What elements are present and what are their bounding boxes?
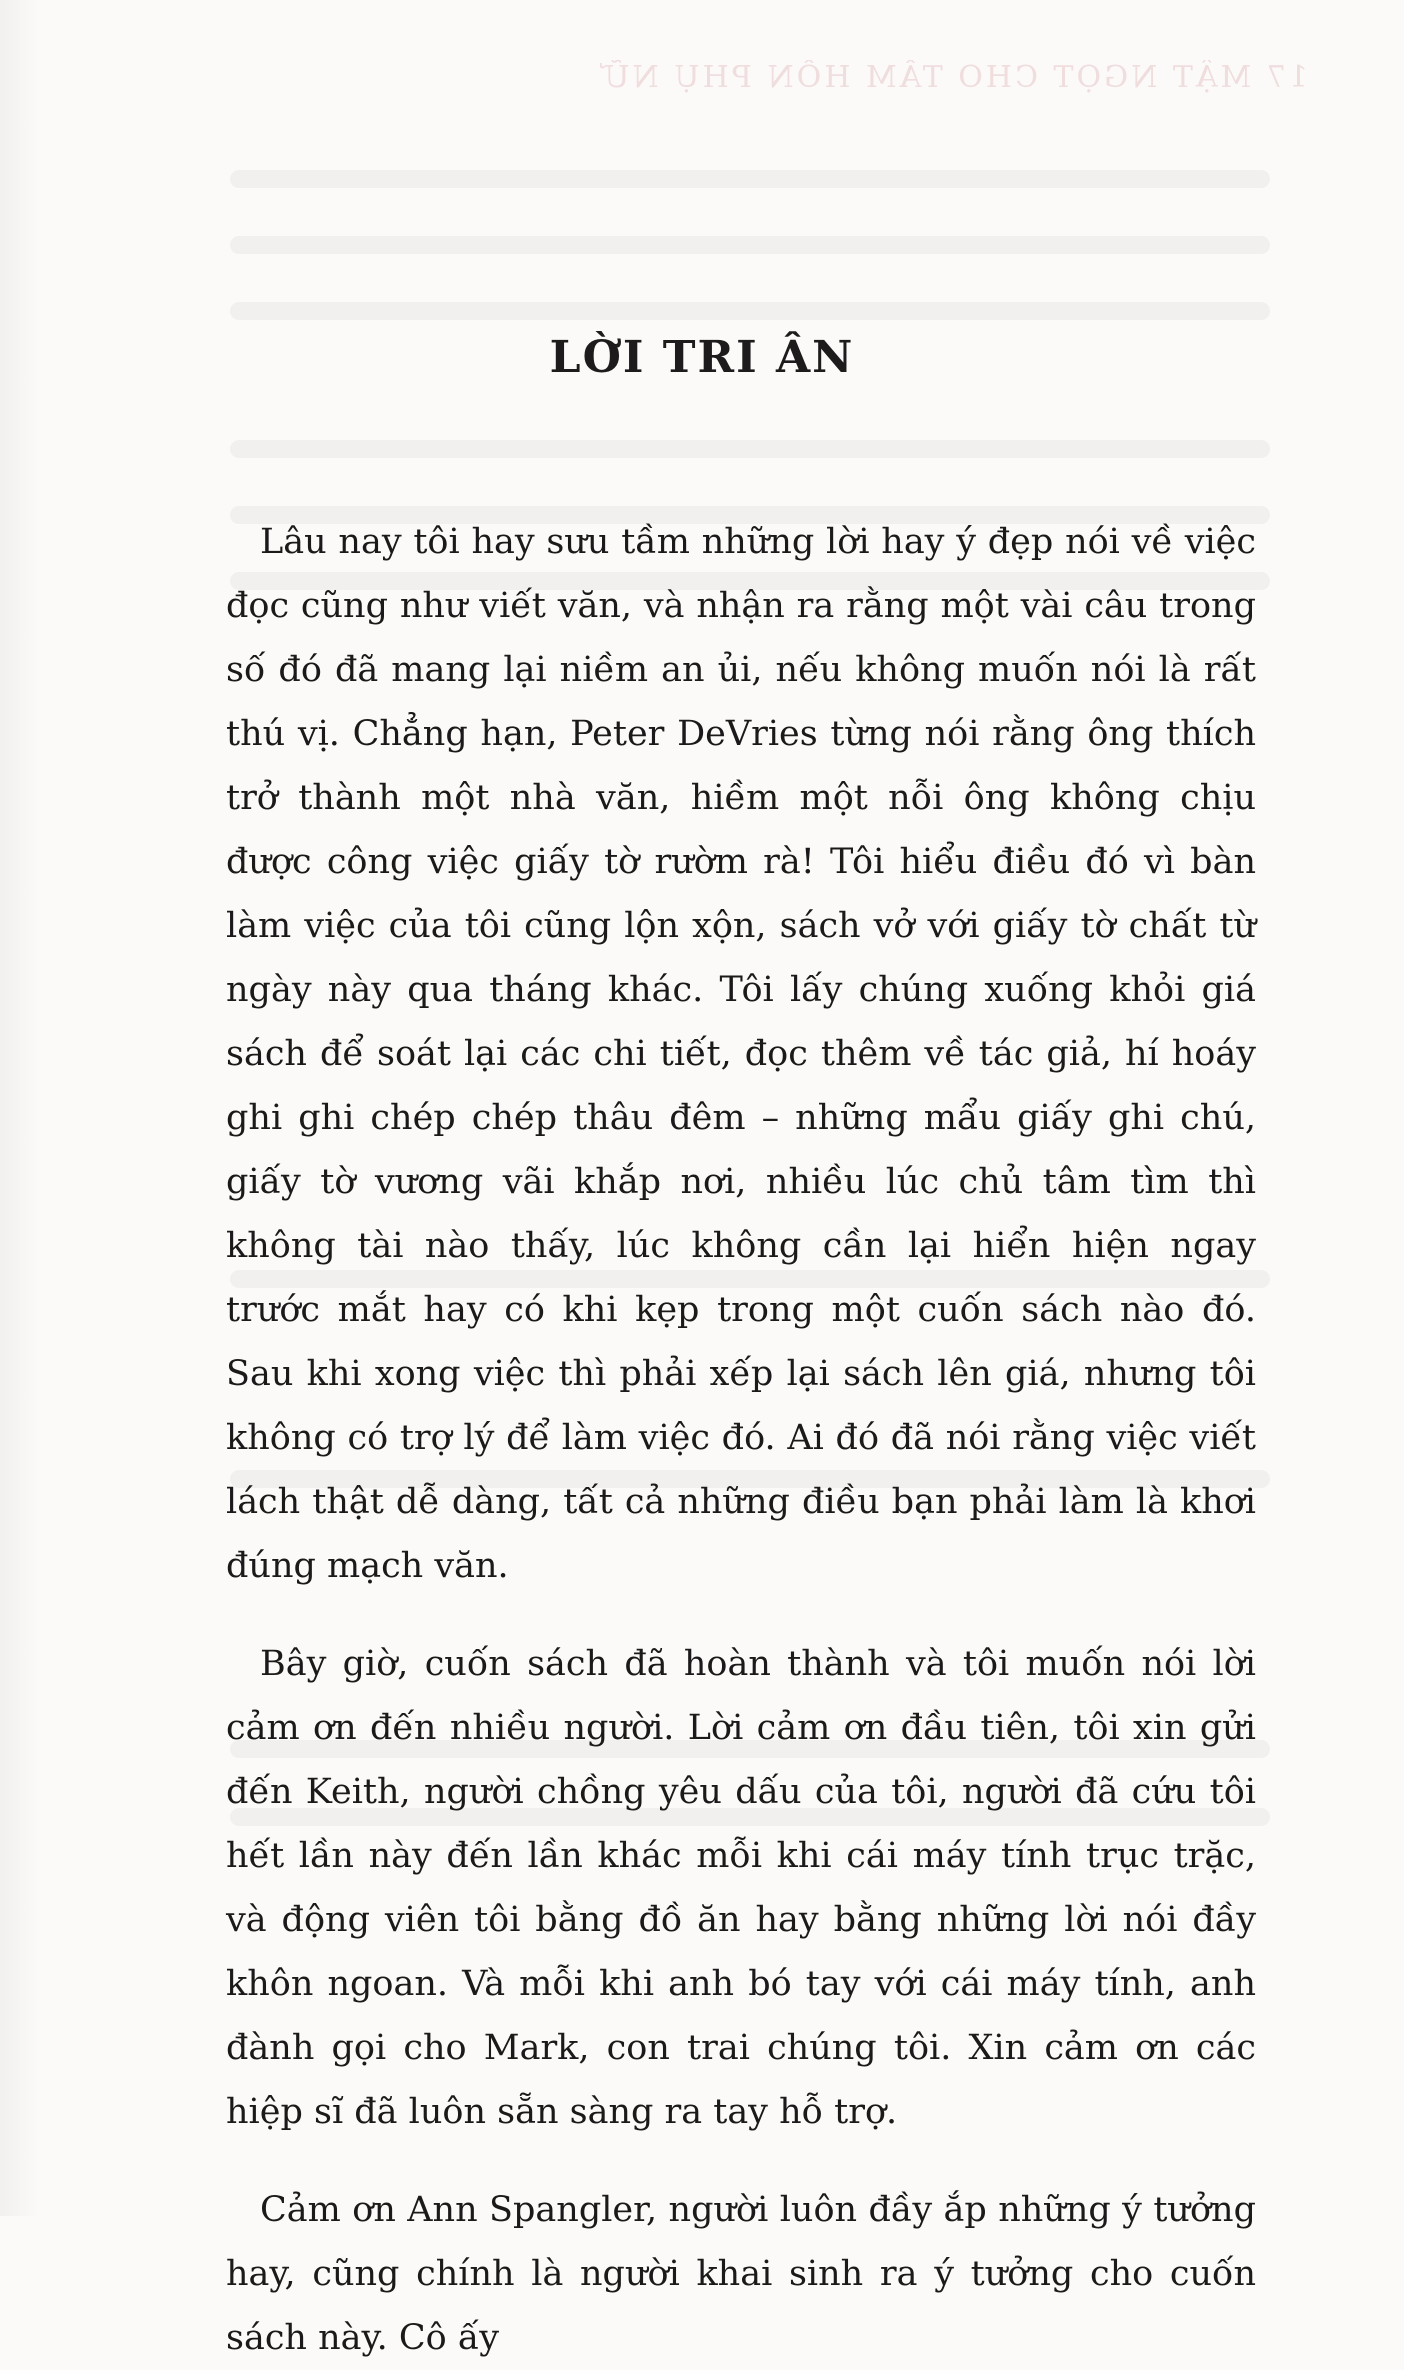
paragraph-2: Bây giờ, cuốn sách đã hoàn thành và tôi muốn nói lời cảm ơn đến nhiều người. Lời cảm ơn đầu tiên, tôi xin gửi đến Keith, người chồng yêu dấu của tôi, người đã cứu tôi hết lần này đến lần khác mỗi khi cái máy tính trục trặc, và động viên tôi bằng đồ ăn hay bằng những lời nói đầy khôn ngoan. Và mỗi khi anh bó tay với cái máy tính, anh đành gọi cho Mark, con trai chúng tôi. Xin cảm ơn các hiệp sĩ đã luôn sẵn sàng ra tay hỗ trợ. bbox=[226, 1644, 1256, 2132]
bleed-through-header: 17 MẬT NGỌT CHO TÂM HỒN PHỤ NỮ bbox=[601, 60, 1308, 95]
paragraph-1: Lâu nay tôi hay sưu tầm những lời hay ý đẹp nói về việc đọc cũng như viết văn, và nhận ra rằng một vài câu trong số đó đã mang lại niềm an ủi, nếu không muốn nói là rất thú vị. Chẳng hạn, Peter DeVries từng nói rằng ông thích trở thành một nhà văn, hiềm một nỗi ông không chịu được công việc giấy tờ rườm rà! Tôi hiểu điều đó vì bàn làm việc của tôi cũng lộn xộn, sách vở với giấy tờ chất từ ngày này qua tháng khác. Tôi lấy chúng xuống khỏi giá sách để soát lại các chi tiết, đọc thêm về tác giả, hí hoáy ghi ghi chép chép thâu đêm – những mẩu giấy ghi chú, giấy tờ vương vãi khắp nơi, nhiều lúc chủ tâm tìm thì không tài nào thấy, lúc không cần lại hiển hiện ngay trước mắt hay có khi kẹp trong một cuốn sách nào đó. Sau khi xong việc thì phải xếp lại sách lên giá, nhưng tôi không có trợ lý để làm việc đó. Ai đó đã nói rằng việc viết lách thật dễ dàng, tất cả những điều bạn phải làm là khơi đúng mạch văn. bbox=[226, 522, 1256, 1586]
paragraph-3: Cảm ơn Ann Spangler, người luôn đầy ắp những ý tưởng hay, cũng chính là người khai sinh ra ý tưởng cho cuốn sách này. Cô ấy bbox=[226, 2190, 1256, 2358]
page-title: LỜI TRI ÂN bbox=[549, 332, 855, 383]
body-text bbox=[226, 510, 1256, 2370]
